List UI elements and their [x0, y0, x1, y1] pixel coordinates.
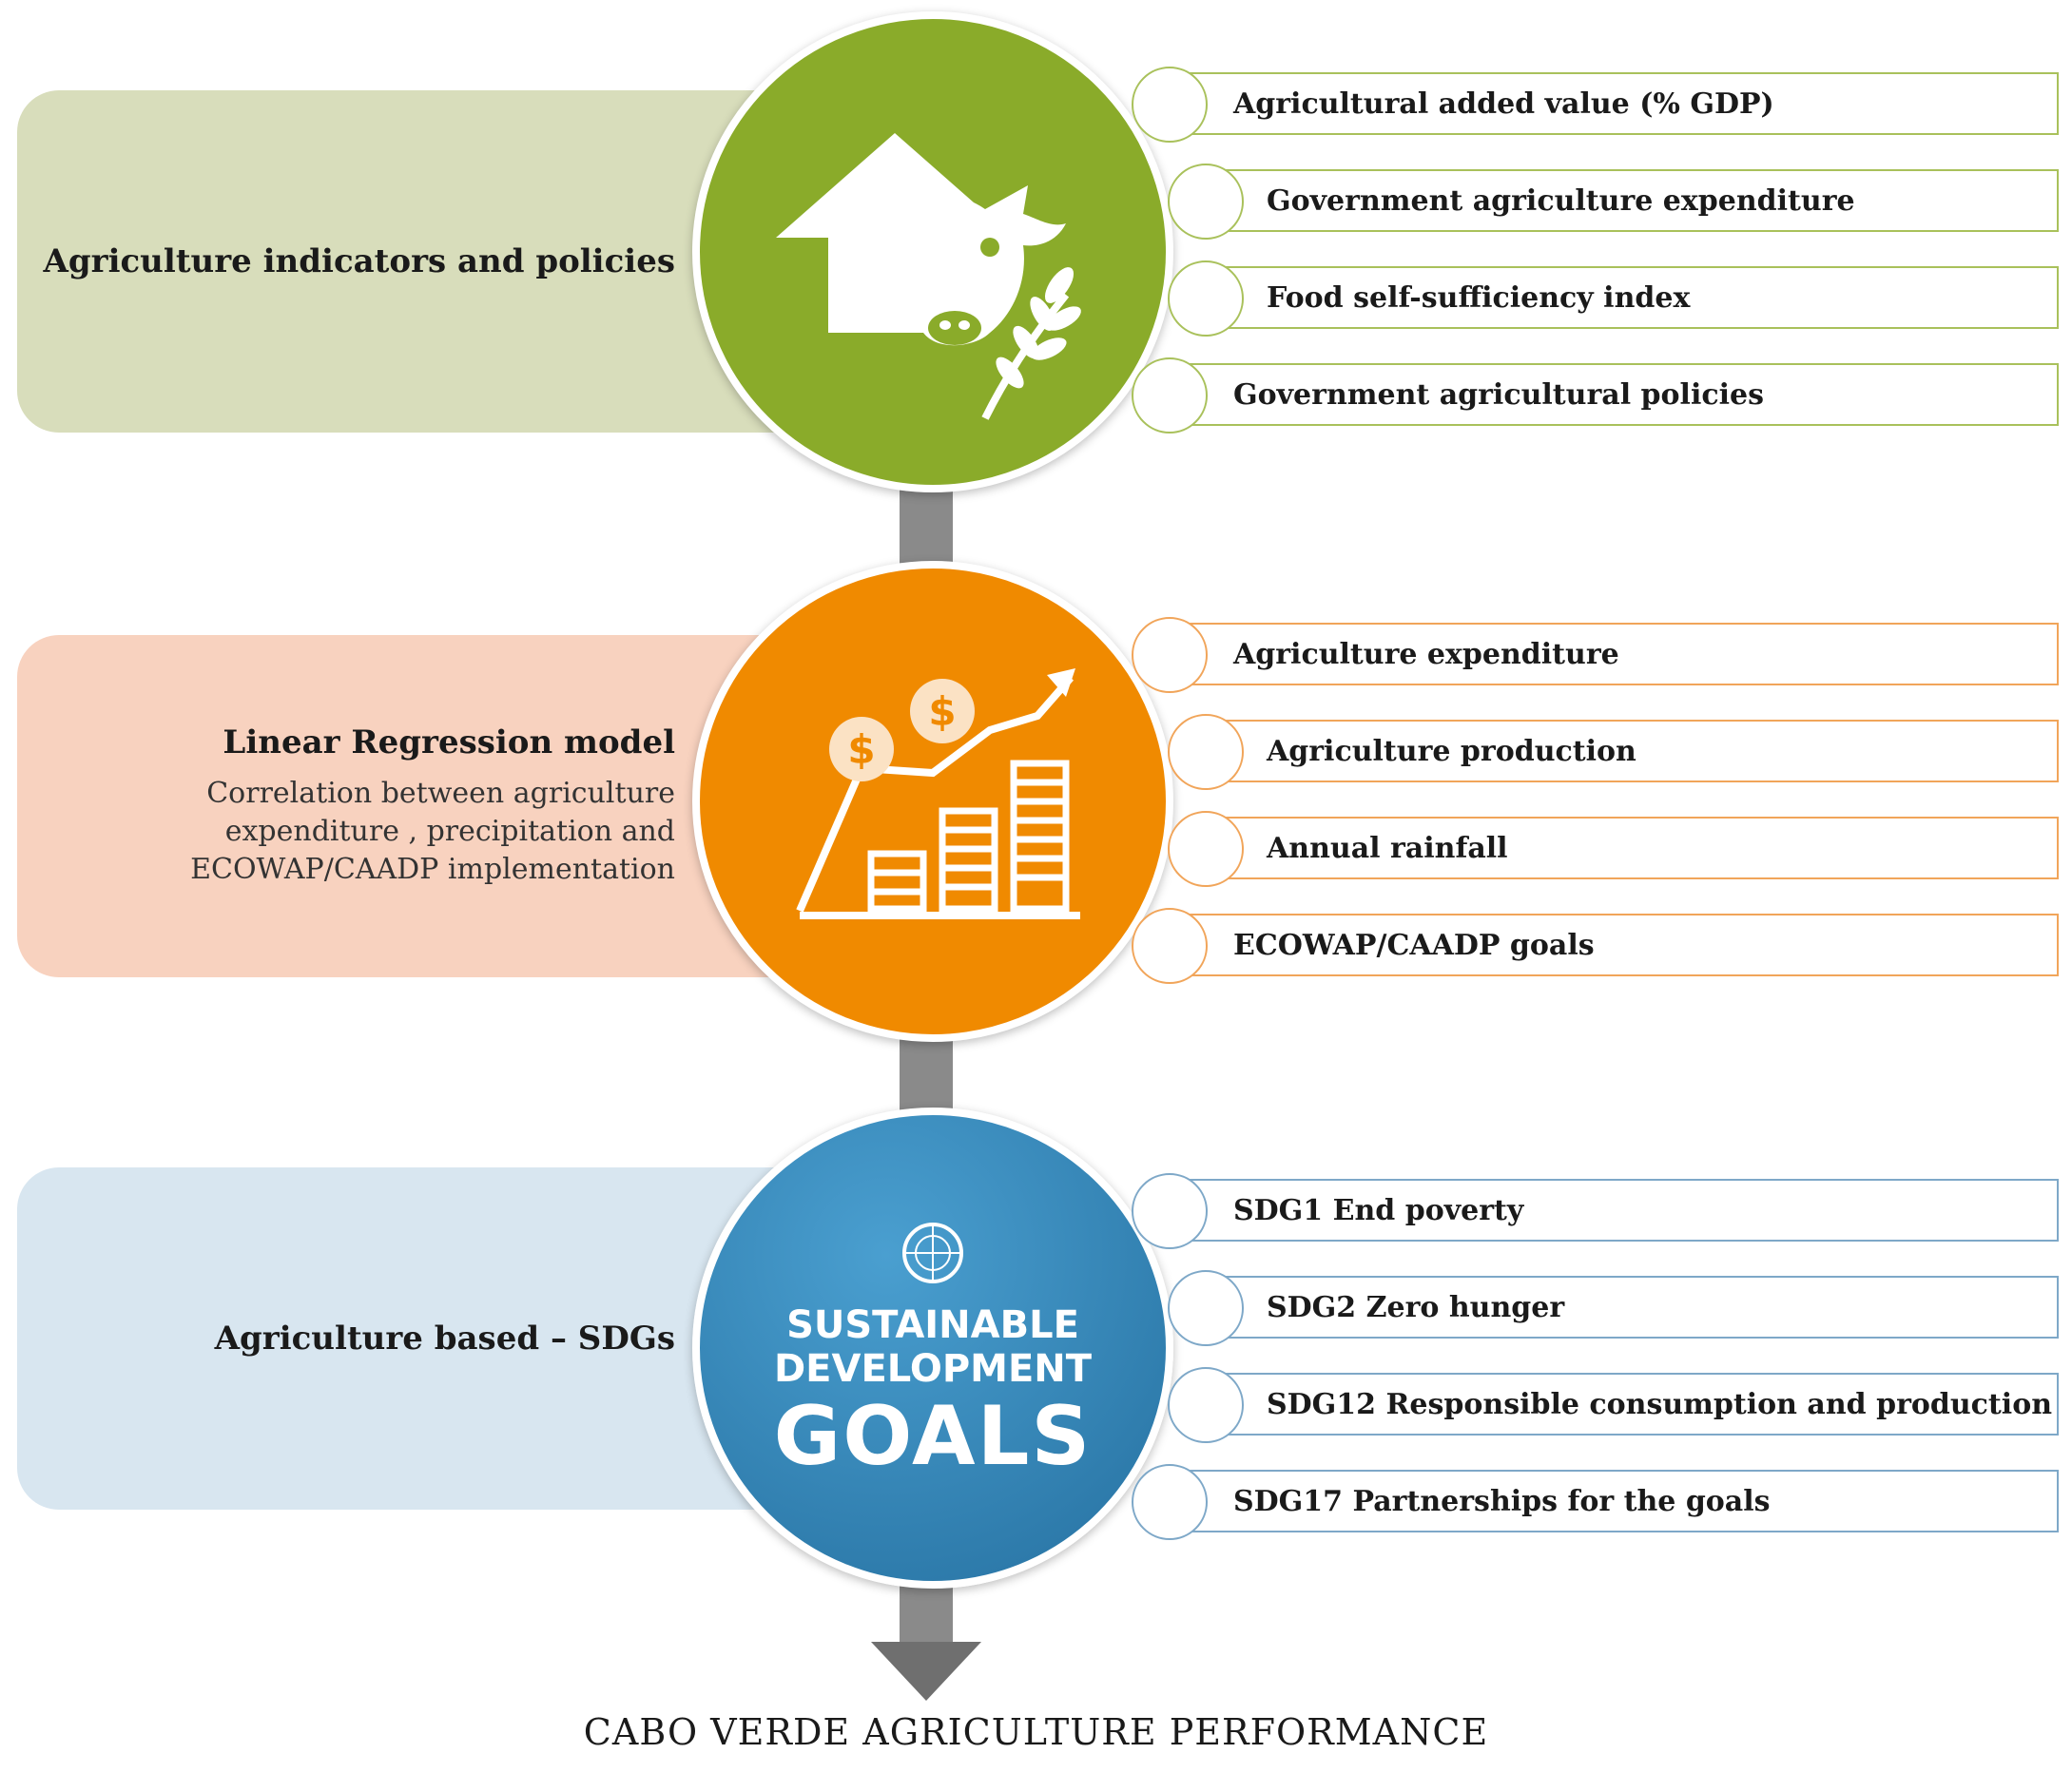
indicator-item — [1222, 169, 2059, 232]
variable-label: Agriculture production — [1267, 734, 1636, 768]
item-bubble — [1168, 164, 1244, 240]
stage-subtitle-line: Correlation between agriculture — [206, 777, 675, 810]
outcome-title: CABO VERDE AGRICULTURE PERFORMANCE — [583, 1711, 1489, 1753]
sdg-logo-line-2: DEVELOPMENT — [773, 1347, 1093, 1391]
indicator-label: Agricultural added value (% GDP) — [1233, 87, 1774, 121]
sdg-label: SDG1 End poverty — [1233, 1193, 1524, 1227]
item-bubble — [1132, 617, 1208, 693]
stage-circle-1 — [692, 11, 1173, 492]
svg-text:$: $ — [928, 688, 957, 735]
indicator-label: Government agricultural policies — [1233, 377, 1764, 412]
sdg-item — [1222, 1373, 2059, 1436]
indicator-label: Government agriculture expenditure — [1267, 183, 1855, 218]
variable-label: Agriculture expenditure — [1233, 637, 1619, 671]
sdg-label: SDG17 Partnerships for the goals — [1233, 1484, 1771, 1518]
item-bubble — [1132, 357, 1208, 434]
variable-item — [1222, 720, 2059, 782]
variable-item — [1184, 623, 2059, 685]
money-growth-chart-icon — [700, 569, 1166, 1034]
variable-item — [1222, 817, 2059, 879]
un-emblem-icon — [895, 1215, 971, 1291]
stage-subtitle-2 — [190, 775, 675, 889]
sdg-item — [1222, 1276, 2059, 1339]
stage-subtitle-line: expenditure , precipitation and — [224, 815, 675, 848]
indicator-item — [1184, 363, 2059, 426]
stage-title-1: Agriculture indicators and policies — [43, 242, 675, 280]
sdg-item — [1184, 1179, 2059, 1242]
item-bubble — [1168, 1270, 1244, 1346]
variable-label: Annual rainfall — [1267, 831, 1508, 865]
item-bubble — [1132, 908, 1208, 984]
indicator-label: Food self-sufficiency index — [1267, 280, 1691, 315]
sdg-label: SDG2 Zero hunger — [1267, 1290, 1565, 1324]
stage-title-2: Linear Regression model — [223, 723, 675, 761]
item-bubble — [1132, 1464, 1208, 1540]
item-bubble — [1168, 714, 1244, 790]
item-bubble — [1168, 811, 1244, 887]
stage-circle-2 — [692, 561, 1173, 1042]
variable-label: ECOWAP/CAADP goals — [1233, 928, 1595, 962]
item-bubble — [1168, 260, 1244, 337]
variable-item — [1184, 914, 2059, 976]
arrow-head-icon — [871, 1642, 981, 1701]
item-bubble — [1132, 67, 1208, 143]
farm-cow-wheat-icon — [700, 19, 1166, 485]
stage-subtitle-line: ECOWAP/CAADP implementation — [190, 853, 675, 886]
item-bubble — [1168, 1367, 1244, 1443]
sdg-item — [1184, 1470, 2059, 1532]
indicator-item — [1184, 72, 2059, 135]
sdg-label: SDG12 Responsible consumption and production — [1267, 1387, 2053, 1421]
sdg-logo-line-1: SUSTAINABLE — [786, 1303, 1079, 1347]
stage-title-3: Agriculture based – SDGs — [214, 1320, 675, 1358]
item-bubble — [1132, 1173, 1208, 1249]
svg-text:$: $ — [847, 726, 876, 773]
stage-circle-3 — [692, 1108, 1173, 1589]
sdg-logo-line-3: GOALS — [773, 1389, 1093, 1484]
indicator-item — [1222, 266, 2059, 329]
